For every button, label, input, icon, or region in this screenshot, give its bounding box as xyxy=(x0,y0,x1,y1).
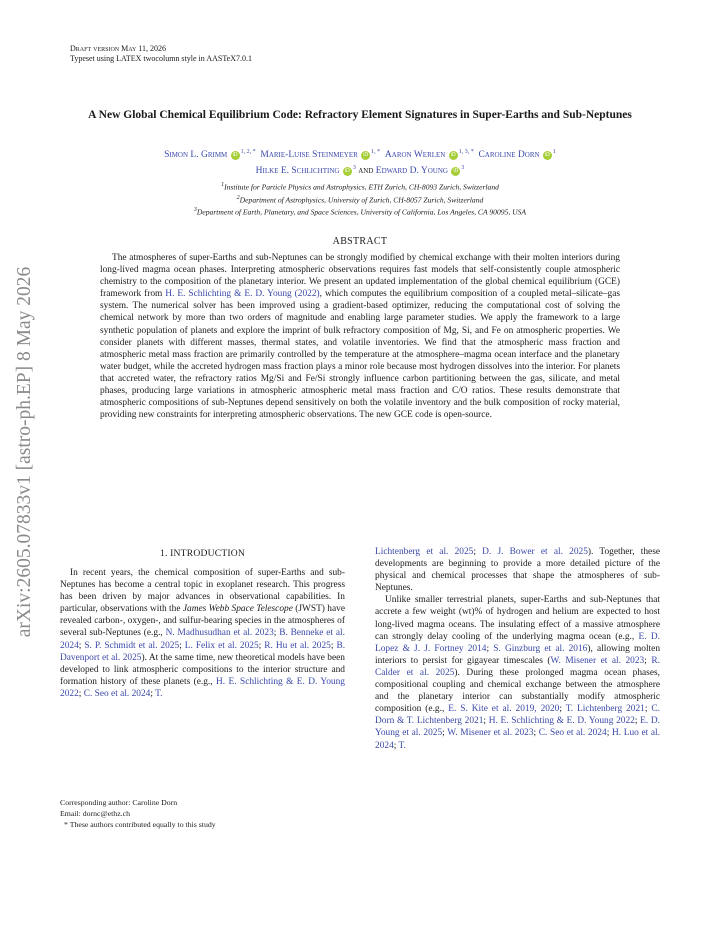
citation-link[interactable]: E. D. Young et al. 2025 xyxy=(375,716,661,739)
corresponding-author: Corresponding author: Caroline Dorn xyxy=(60,798,178,807)
citation-link[interactable]: H. E. Schlichting & E. D. Young 2022 xyxy=(60,676,345,699)
citation-link[interactable]: R. Hu et al. 2025 xyxy=(264,640,331,651)
citation-link[interactable]: T. xyxy=(155,688,163,699)
typeset-note: Typeset using LATEX twocolumn style in AASTeX7.0.1 xyxy=(70,54,252,63)
citation-link[interactable]: N. Madhusudhan et al. 2023 xyxy=(165,628,274,639)
citation-link[interactable]: B. Davenport et al. 2025 xyxy=(60,640,346,663)
citation-link[interactable]: T. xyxy=(398,740,406,751)
right-column: Lichtenberg et al. 2025; D. J. Bower et al. 2025). Together, these developments are beginning to provide a more detailed picture of the physical and chemical processes that shape the atmospheres of sub-Neptunes. Unlike smaller terrestrial planets, super-Earths and sub-Neptunes that accrete a few weight (wt)% of hydrogen and helium are expected to host long-lived magma oceans. The insulating effect of a massive atmosphere can strongly delay cooling of the underlying magma ocean (e.g., E. D. Lopez & J. J. Fortney 2014; S. Ginzburg et al. 2016), allowing molten interiors to persist for gigayear timescales (W. Misener et al. 2023; R. Calder et al. 2025). During these prolonged magma ocean phases, compositional coupling and chemical exchange between the atmosphere and the planetary interior can substantially modify atmospheric composition (e.g., E. S. Kite et al. 2019, 2020; T. Lichtenberg 2021; C. Dorn & T. Lichtenberg 2021; H. E. Schlichting & E. D. Young 2022; E. D. Young et al. 2025; W. Misener et al. 2023; C. Seo et al. 2024; H. Luo et al. 2024; T. xyxy=(375,547,661,751)
author[interactable]: Caroline Dorn $iD^1$ xyxy=(478,149,556,161)
affiliations xyxy=(60,180,660,218)
citation-link[interactable]: T. Lichtenberg 2021 xyxy=(565,704,645,715)
draft-version: Draft version May 11, 2026 xyxy=(70,44,167,53)
citation-link[interactable]: W. Misener et al. 2023 xyxy=(447,728,534,739)
and-word: and xyxy=(358,166,374,177)
orcid-icon[interactable]: iD xyxy=(232,152,238,159)
citation-link[interactable]: H. E. Schlichting & E. D. Young 2022 xyxy=(488,716,635,727)
orcid-icon[interactable]: iD xyxy=(450,152,456,159)
citation-link[interactable]: L. Felix et al. 2025 xyxy=(184,640,259,651)
equal-contribution-note: * These authors contributed equally to this study xyxy=(64,820,216,829)
orcid-icon[interactable]: iD xyxy=(544,152,550,159)
orcid-icon[interactable]: iD xyxy=(363,152,369,159)
section-heading: 1. INTRODUCTION xyxy=(159,548,246,559)
orcid-icon[interactable]: iD xyxy=(344,168,350,175)
paper-title: A New Global Chemical Equilibrium Code: Refractory Element Signatures in Super-Earths and Sub-Neptunes xyxy=(88,109,632,121)
affiliation: $^2$Department of Astrophysics, University of Zurich, CH-8057 Zurich, Switzerland xyxy=(236,194,484,205)
citation-link[interactable]: C. Seo et al. 2024 xyxy=(538,728,607,739)
arxiv-stamp: arXiv:2605.07833v1 [astro-ph.EP] 8 May 2026 xyxy=(14,266,35,638)
citation-link[interactable]: S. P. Schmidt et al. 2025 xyxy=(84,640,180,651)
citation-link[interactable]: H. Luo et al. 2024 xyxy=(375,728,660,751)
citation-link[interactable]: W. Misener et al. 2023 xyxy=(550,655,645,666)
citation-link[interactable]: E. D. Lopez & J. J. Fortney 2014 xyxy=(375,631,661,654)
citation-link[interactable]: H. E. Schlichting & E. D. Young (2022) xyxy=(165,289,320,300)
author[interactable]: Hilke E. Schlichting $iD^3$ xyxy=(255,165,356,177)
citation-link[interactable]: Lichtenberg et al. 2025 xyxy=(375,547,474,557)
abstract-heading: ABSTRACT xyxy=(332,236,388,247)
author[interactable]: Edward D. Young $iD^3$ xyxy=(375,165,465,177)
citation-link[interactable]: C. Seo et al. 2024 xyxy=(83,688,151,699)
left-column: In recent years, the chemical composition of super-Earths and sub-Neptunes has become a central topic in exoplanet research. This progress has been driven by major advances in observational capabilities. In particular, observations with the James Webb Space Telescope (JWST) have revealed carbon-, oxygen-, and sulfur-bearing species in the atmospheres of several sub-Neptunes (e.g., N. Madhusudhan et al. 2023; B. Benneke et al. 2024; S. P. Schmidt et al. 2025; L. Felix et al. 2025; R. Hu et al. 2025; B. Davenport et al. 2025). At the same time, new theoretical models have been developed to link atmospheric compositions to the interior structure and formation history of these planets (e.g., H. E. Schlichting & E. D. Young 2022; C. Seo et al. 2024; T. xyxy=(60,568,346,699)
citation-link[interactable]: E. S. Kite et al. 2019, 2020 xyxy=(448,704,560,715)
author[interactable]: Marie-Luise Steinmeyer $iD^{1, *}$ xyxy=(260,149,381,161)
citation-link[interactable]: B. Benneke et al. 2024 xyxy=(60,628,345,651)
author[interactable]: Aaron Werlen $iD^{1, 3, *}$ xyxy=(384,149,474,161)
citation-link[interactable]: S. Ginzburg et al. 2016 xyxy=(493,643,588,654)
citation-link[interactable]: R. Calder et al. 2025 xyxy=(375,655,660,678)
author[interactable]: Simon L. Grimm $iD^{1, 2, *}$ xyxy=(164,149,256,161)
affiliation: $^1$Institute for Particle Physics and Astrophysics, ETH Zurich, CH-8093 Zurich, Switzerland xyxy=(221,182,499,192)
citation-link[interactable]: D. J. Bower et al. 2025 xyxy=(482,547,588,557)
footnote xyxy=(60,797,350,830)
affiliation: $^3$Department of Earth, Planetary, and Space Sciences, University of California, Los Angeles, CA 90095, USA xyxy=(193,207,527,217)
abstract-body: The atmospheres of super-Earths and sub-Neptunes can be strongly modified by chemical exchange with their molten interiors during long-lived magma ocean phases. Interpreting atmospheric observations requires fast models that self-consistently couple atmospheric chemistry to the composition of the planetary interior. We present an updated implementation of the global chemical equilibrium (GCE) framework from H. E. Schlichting & E. D. Young (2022), which computes the equilibrium composition of a coupled metal–silicate–gas system. The numerical solver has been improved using a gradient-based optimizer, reducing the computational cost of solving the chemical network by more than two orders of magnitude and enabling large parameter studies. We apply the framework to a large synthetic population of planets and explore the imprint of bulk refractory composition of Mg, Si, and Fe on atmospheric properties. We consider planets with different masses, thermal states, and volatile inventories. We find that the atmospheric mass fraction and atmospheric metal mass fraction are primarily controlled by the temperature at the atmosphere–magma ocean interface and the planetary water budget, while the accreted hydrogen mass fraction plays a minor role because most hydrogen dissolves into the interior. For planets that accreted water, the refractory ratios Mg/Si and Fe/Si strongly influence carbon partitioning between the gas, silicate, and metal phases, producing large variations in atmospheric atmospheric metal mass fraction and C/O ratios. These results demonstrate that atmospheric compositions of sub-Neptunes depend sensitively on both the volatile inventory and the bulk composition of rocky material, providing new constraints for interpreting atmospheric observations. The new GCE code is open-source. xyxy=(100,253,621,421)
citation-link[interactable]: C. Dorn & T. Lichtenberg 2021 xyxy=(375,704,660,727)
author-list xyxy=(60,146,660,178)
orcid-icon[interactable]: iD xyxy=(453,168,459,175)
email[interactable]: Email: dornc@ethz.ch xyxy=(60,809,130,818)
